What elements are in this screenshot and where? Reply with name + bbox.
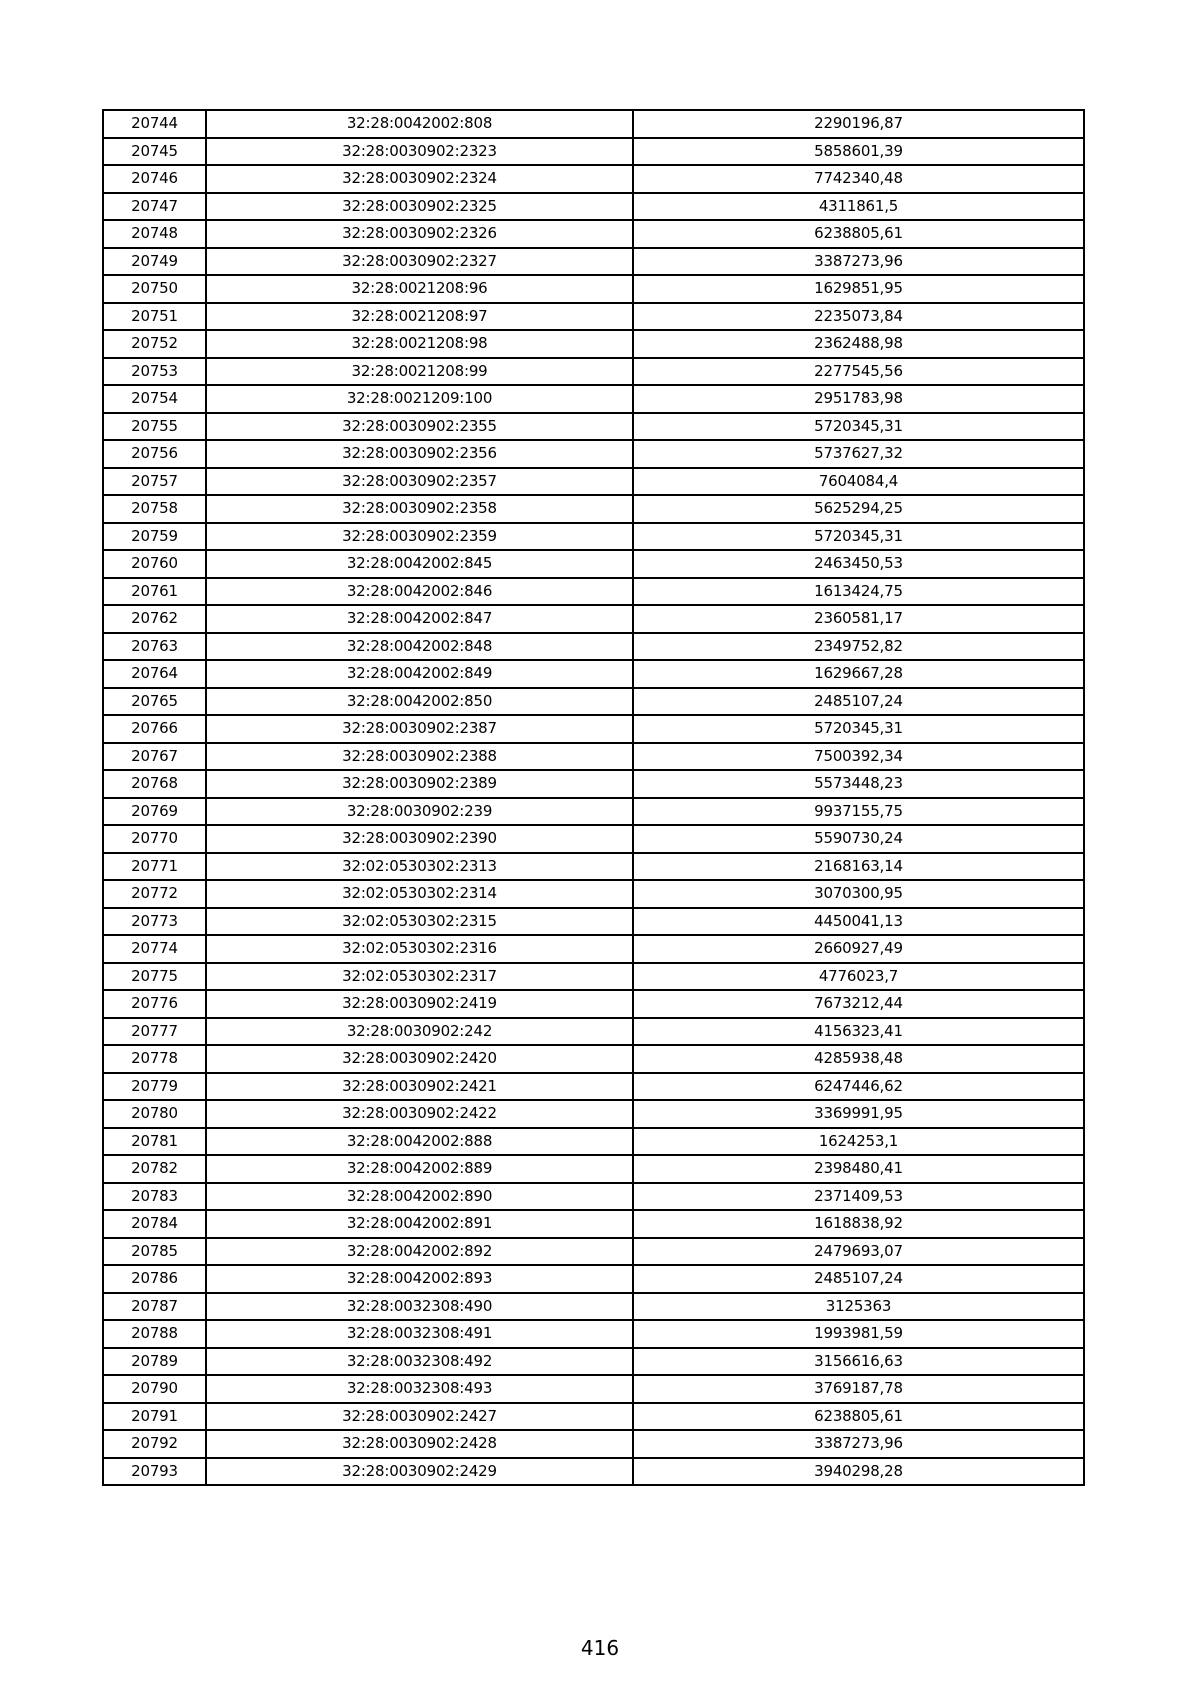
cadastral-number-cell: 32:02:0530302:2314 bbox=[206, 880, 633, 908]
value-cell: 2398480,41 bbox=[633, 1155, 1084, 1183]
cadastral-number-cell: 32:02:0530302:2315 bbox=[206, 908, 633, 936]
cadastral-number-cell: 32:28:0021208:97 bbox=[206, 303, 633, 331]
table-row bbox=[103, 413, 1084, 441]
cadastral-number-cell: 32:28:0042002:848 bbox=[206, 633, 633, 661]
value-cell: 2485107,24 bbox=[633, 1265, 1084, 1293]
table-row bbox=[103, 1458, 1084, 1486]
cadastral-number-cell: 32:28:0032308:490 bbox=[206, 1293, 633, 1321]
table-row bbox=[103, 1155, 1084, 1183]
row-number-cell: 20790 bbox=[103, 1375, 206, 1403]
cadastral-number-cell: 32:28:0030902:2389 bbox=[206, 770, 633, 798]
row-number-cell: 20767 bbox=[103, 743, 206, 771]
table-row bbox=[103, 1293, 1084, 1321]
row-number-cell: 20775 bbox=[103, 963, 206, 991]
cadastral-number-cell: 32:28:0030902:2324 bbox=[206, 165, 633, 193]
value-cell: 1629851,95 bbox=[633, 275, 1084, 303]
row-number-cell: 20776 bbox=[103, 990, 206, 1018]
value-cell: 7673212,44 bbox=[633, 990, 1084, 1018]
cadastral-number-cell: 32:28:0030902:2427 bbox=[206, 1403, 633, 1431]
cadastral-number-cell: 32:28:0030902:2358 bbox=[206, 495, 633, 523]
row-number-cell: 20746 bbox=[103, 165, 206, 193]
value-cell: 9937155,75 bbox=[633, 798, 1084, 826]
value-cell: 5720345,31 bbox=[633, 523, 1084, 551]
value-cell: 3387273,96 bbox=[633, 248, 1084, 276]
value-cell: 2277545,56 bbox=[633, 358, 1084, 386]
table-row bbox=[103, 1320, 1084, 1348]
cadastral-number-cell: 32:28:0042002:846 bbox=[206, 578, 633, 606]
cadastral-number-cell: 32:28:0030902:2323 bbox=[206, 138, 633, 166]
cadastral-number-cell: 32:02:0530302:2317 bbox=[206, 963, 633, 991]
table-row bbox=[103, 110, 1084, 138]
value-cell: 2168163,14 bbox=[633, 853, 1084, 881]
cadastral-number-cell: 32:28:0030902:2388 bbox=[206, 743, 633, 771]
cadastral-number-cell: 32:28:0042002:890 bbox=[206, 1183, 633, 1211]
row-number-cell: 20770 bbox=[103, 825, 206, 853]
value-cell: 2479693,07 bbox=[633, 1238, 1084, 1266]
value-cell: 3156616,63 bbox=[633, 1348, 1084, 1376]
row-number-cell: 20787 bbox=[103, 1293, 206, 1321]
table-row bbox=[103, 1183, 1084, 1211]
cadastral-number-cell: 32:28:0042002:889 bbox=[206, 1155, 633, 1183]
row-number-cell: 20753 bbox=[103, 358, 206, 386]
row-number-cell: 20747 bbox=[103, 193, 206, 221]
value-cell: 2360581,17 bbox=[633, 605, 1084, 633]
cadastral-number-cell: 32:28:0030902:2387 bbox=[206, 715, 633, 743]
table-row bbox=[103, 798, 1084, 826]
value-cell: 1624253,1 bbox=[633, 1128, 1084, 1156]
table-row bbox=[103, 1045, 1084, 1073]
value-cell: 2485107,24 bbox=[633, 688, 1084, 716]
value-cell: 5737627,32 bbox=[633, 440, 1084, 468]
table-row bbox=[103, 358, 1084, 386]
value-cell: 5720345,31 bbox=[633, 413, 1084, 441]
table-row bbox=[103, 715, 1084, 743]
row-number-cell: 20755 bbox=[103, 413, 206, 441]
cadastral-number-cell: 32:28:0042002:850 bbox=[206, 688, 633, 716]
cadastral-number-cell: 32:28:0030902:2419 bbox=[206, 990, 633, 1018]
value-cell: 3125363 bbox=[633, 1293, 1084, 1321]
cadastral-number-cell: 32:28:0030902:2326 bbox=[206, 220, 633, 248]
row-number-cell: 20763 bbox=[103, 633, 206, 661]
value-cell: 3940298,28 bbox=[633, 1458, 1084, 1486]
table-row bbox=[103, 1128, 1084, 1156]
cadastral-number-cell: 32:28:0032308:493 bbox=[206, 1375, 633, 1403]
value-cell: 5858601,39 bbox=[633, 138, 1084, 166]
cadastral-number-cell: 32:28:0030902:2359 bbox=[206, 523, 633, 551]
table-row bbox=[103, 1073, 1084, 1101]
table-row bbox=[103, 468, 1084, 496]
cadastral-number-cell: 32:28:0030902:2355 bbox=[206, 413, 633, 441]
row-number-cell: 20772 bbox=[103, 880, 206, 908]
value-cell: 3070300,95 bbox=[633, 880, 1084, 908]
row-number-cell: 20771 bbox=[103, 853, 206, 881]
table-row bbox=[103, 605, 1084, 633]
row-number-cell: 20779 bbox=[103, 1073, 206, 1101]
row-number-cell: 20789 bbox=[103, 1348, 206, 1376]
table-body bbox=[103, 110, 1084, 1485]
value-cell: 3769187,78 bbox=[633, 1375, 1084, 1403]
value-cell: 4285938,48 bbox=[633, 1045, 1084, 1073]
cadastral-number-cell: 32:28:0030902:2429 bbox=[206, 1458, 633, 1486]
table-row bbox=[103, 440, 1084, 468]
row-number-cell: 20773 bbox=[103, 908, 206, 936]
value-cell: 3369991,95 bbox=[633, 1100, 1084, 1128]
table-row bbox=[103, 523, 1084, 551]
table-row bbox=[103, 1403, 1084, 1431]
value-cell: 2463450,53 bbox=[633, 550, 1084, 578]
row-number-cell: 20792 bbox=[103, 1430, 206, 1458]
cadastral-value-table bbox=[102, 109, 1085, 1486]
table-row bbox=[103, 303, 1084, 331]
table-row bbox=[103, 1265, 1084, 1293]
value-cell: 3387273,96 bbox=[633, 1430, 1084, 1458]
row-number-cell: 20788 bbox=[103, 1320, 206, 1348]
value-cell: 7742340,48 bbox=[633, 165, 1084, 193]
row-number-cell: 20786 bbox=[103, 1265, 206, 1293]
table-row bbox=[103, 495, 1084, 523]
row-number-cell: 20781 bbox=[103, 1128, 206, 1156]
row-number-cell: 20782 bbox=[103, 1155, 206, 1183]
row-number-cell: 20754 bbox=[103, 385, 206, 413]
cadastral-number-cell: 32:28:0030902:2327 bbox=[206, 248, 633, 276]
cadastral-number-cell: 32:28:0030902:2420 bbox=[206, 1045, 633, 1073]
page-number: 416 bbox=[580, 1636, 620, 1660]
table-row bbox=[103, 963, 1084, 991]
cadastral-number-cell: 32:28:0030902:2357 bbox=[206, 468, 633, 496]
row-number-cell: 20766 bbox=[103, 715, 206, 743]
cadastral-number-cell: 32:02:0530302:2316 bbox=[206, 935, 633, 963]
value-cell: 4776023,7 bbox=[633, 963, 1084, 991]
row-number-cell: 20749 bbox=[103, 248, 206, 276]
value-cell: 6238805,61 bbox=[633, 220, 1084, 248]
table-row bbox=[103, 1238, 1084, 1266]
value-cell: 1629667,28 bbox=[633, 660, 1084, 688]
value-cell: 2290196,87 bbox=[633, 110, 1084, 138]
value-cell: 1993981,59 bbox=[633, 1320, 1084, 1348]
cadastral-number-cell: 32:28:0030902:239 bbox=[206, 798, 633, 826]
cadastral-number-cell: 32:28:0042002:892 bbox=[206, 1238, 633, 1266]
cadastral-number-cell: 32:02:0530302:2313 bbox=[206, 853, 633, 881]
cadastral-number-cell: 32:28:0030902:2421 bbox=[206, 1073, 633, 1101]
cadastral-number-cell: 32:28:0032308:492 bbox=[206, 1348, 633, 1376]
table-row bbox=[103, 880, 1084, 908]
value-cell: 4450041,13 bbox=[633, 908, 1084, 936]
table-row bbox=[103, 193, 1084, 221]
value-cell: 1618838,92 bbox=[633, 1210, 1084, 1238]
table-row bbox=[103, 248, 1084, 276]
cadastral-number-cell: 32:28:0030902:2390 bbox=[206, 825, 633, 853]
table-row bbox=[103, 220, 1084, 248]
row-number-cell: 20759 bbox=[103, 523, 206, 551]
row-number-cell: 20750 bbox=[103, 275, 206, 303]
value-cell: 2235073,84 bbox=[633, 303, 1084, 331]
row-number-cell: 20764 bbox=[103, 660, 206, 688]
row-number-cell: 20751 bbox=[103, 303, 206, 331]
cadastral-number-cell: 32:28:0021208:98 bbox=[206, 330, 633, 358]
cadastral-number-cell: 32:28:0030902:242 bbox=[206, 1018, 633, 1046]
table-row bbox=[103, 1018, 1084, 1046]
table-row bbox=[103, 743, 1084, 771]
cadastral-number-cell: 32:28:0042002:808 bbox=[206, 110, 633, 138]
table-row bbox=[103, 853, 1084, 881]
row-number-cell: 20762 bbox=[103, 605, 206, 633]
table-row bbox=[103, 688, 1084, 716]
table-row bbox=[103, 550, 1084, 578]
value-cell: 5720345,31 bbox=[633, 715, 1084, 743]
row-number-cell: 20765 bbox=[103, 688, 206, 716]
cadastral-number-cell: 32:28:0030902:2325 bbox=[206, 193, 633, 221]
table-row bbox=[103, 770, 1084, 798]
value-cell: 2349752,82 bbox=[633, 633, 1084, 661]
value-cell: 2371409,53 bbox=[633, 1183, 1084, 1211]
row-number-cell: 20748 bbox=[103, 220, 206, 248]
value-cell: 5573448,23 bbox=[633, 770, 1084, 798]
row-number-cell: 20791 bbox=[103, 1403, 206, 1431]
row-number-cell: 20777 bbox=[103, 1018, 206, 1046]
value-cell: 4156323,41 bbox=[633, 1018, 1084, 1046]
table-row bbox=[103, 908, 1084, 936]
table-row bbox=[103, 935, 1084, 963]
table-row bbox=[103, 1210, 1084, 1238]
row-number-cell: 20785 bbox=[103, 1238, 206, 1266]
row-number-cell: 20752 bbox=[103, 330, 206, 358]
row-number-cell: 20756 bbox=[103, 440, 206, 468]
row-number-cell: 20784 bbox=[103, 1210, 206, 1238]
table-row bbox=[103, 660, 1084, 688]
value-cell: 5625294,25 bbox=[633, 495, 1084, 523]
table-row bbox=[103, 825, 1084, 853]
table-row bbox=[103, 165, 1084, 193]
value-cell: 7604084,4 bbox=[633, 468, 1084, 496]
cadastral-number-cell: 32:28:0021208:99 bbox=[206, 358, 633, 386]
cadastral-number-cell: 32:28:0042002:845 bbox=[206, 550, 633, 578]
value-cell: 2951783,98 bbox=[633, 385, 1084, 413]
table-row bbox=[103, 1100, 1084, 1128]
table-row bbox=[103, 138, 1084, 166]
value-cell: 7500392,34 bbox=[633, 743, 1084, 771]
value-cell: 6238805,61 bbox=[633, 1403, 1084, 1431]
row-number-cell: 20744 bbox=[103, 110, 206, 138]
cadastral-number-cell: 32:28:0021209:100 bbox=[206, 385, 633, 413]
row-number-cell: 20745 bbox=[103, 138, 206, 166]
cadastral-number-cell: 32:28:0030902:2428 bbox=[206, 1430, 633, 1458]
row-number-cell: 20757 bbox=[103, 468, 206, 496]
cadastral-number-cell: 32:28:0021208:96 bbox=[206, 275, 633, 303]
table-row bbox=[103, 1375, 1084, 1403]
table-row bbox=[103, 633, 1084, 661]
cadastral-number-cell: 32:28:0042002:847 bbox=[206, 605, 633, 633]
cadastral-number-cell: 32:28:0030902:2356 bbox=[206, 440, 633, 468]
table-row bbox=[103, 275, 1084, 303]
cadastral-number-cell: 32:28:0032308:491 bbox=[206, 1320, 633, 1348]
table-row bbox=[103, 385, 1084, 413]
cadastral-number-cell: 32:28:0042002:888 bbox=[206, 1128, 633, 1156]
row-number-cell: 20768 bbox=[103, 770, 206, 798]
value-cell: 6247446,62 bbox=[633, 1073, 1084, 1101]
cadastral-number-cell: 32:28:0042002:893 bbox=[206, 1265, 633, 1293]
row-number-cell: 20783 bbox=[103, 1183, 206, 1211]
value-cell: 2362488,98 bbox=[633, 330, 1084, 358]
row-number-cell: 20774 bbox=[103, 935, 206, 963]
value-cell: 1613424,75 bbox=[633, 578, 1084, 606]
table-row bbox=[103, 330, 1084, 358]
row-number-cell: 20760 bbox=[103, 550, 206, 578]
row-number-cell: 20758 bbox=[103, 495, 206, 523]
row-number-cell: 20793 bbox=[103, 1458, 206, 1486]
cadastral-number-cell: 32:28:0042002:891 bbox=[206, 1210, 633, 1238]
cadastral-number-cell: 32:28:0030902:2422 bbox=[206, 1100, 633, 1128]
row-number-cell: 20769 bbox=[103, 798, 206, 826]
row-number-cell: 20780 bbox=[103, 1100, 206, 1128]
value-cell: 4311861,5 bbox=[633, 193, 1084, 221]
value-cell: 2660927,49 bbox=[633, 935, 1084, 963]
value-cell: 5590730,24 bbox=[633, 825, 1084, 853]
table-row bbox=[103, 1348, 1084, 1376]
row-number-cell: 20761 bbox=[103, 578, 206, 606]
table-row bbox=[103, 990, 1084, 1018]
table-row bbox=[103, 1430, 1084, 1458]
cadastral-number-cell: 32:28:0042002:849 bbox=[206, 660, 633, 688]
row-number-cell: 20778 bbox=[103, 1045, 206, 1073]
table-row bbox=[103, 578, 1084, 606]
